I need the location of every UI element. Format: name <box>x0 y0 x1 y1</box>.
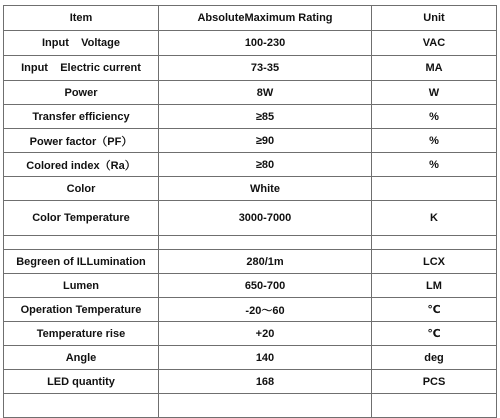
row-unit: W <box>372 81 497 105</box>
row-unit <box>372 236 497 250</box>
row-rating: 168 <box>159 370 372 394</box>
header-rating: AbsoluteMaximum Rating <box>159 6 372 31</box>
row-rating: -20～60 <box>159 298 372 322</box>
row-item: Temperature rise <box>4 322 159 346</box>
row-item: Angle <box>4 346 159 370</box>
row-item: Color Temperature <box>4 201 159 236</box>
table-row <box>4 177 497 201</box>
spec-sheet <box>3 5 496 418</box>
row-item: Operation Temperature <box>4 298 159 322</box>
row-unit <box>372 394 497 418</box>
row-unit: ℃ <box>372 322 497 346</box>
table-row-empty <box>4 394 497 418</box>
row-rating: 100-230 <box>159 31 372 56</box>
row-rating: +20 <box>159 322 372 346</box>
row-unit: ℃ <box>372 298 497 322</box>
row-item: Lumen <box>4 274 159 298</box>
row-rating: 8W <box>159 81 372 105</box>
row-rating: 3000-7000 <box>159 201 372 236</box>
table-row <box>4 31 497 56</box>
row-unit: LM <box>372 274 497 298</box>
row-rating: 73-35 <box>159 56 372 81</box>
row-rating: ≥85 <box>159 105 372 129</box>
table-header-row <box>4 6 497 31</box>
row-unit: deg <box>372 346 497 370</box>
row-unit: MA <box>372 56 497 81</box>
row-unit: K <box>372 201 497 236</box>
specification-table <box>3 5 497 418</box>
row-unit <box>372 177 497 201</box>
table-row <box>4 250 497 274</box>
table-row-empty <box>4 236 497 250</box>
table-row <box>4 105 497 129</box>
row-rating: 140 <box>159 346 372 370</box>
row-item: Input Electric current <box>4 56 159 81</box>
row-unit: LCX <box>372 250 497 274</box>
table-row <box>4 201 497 236</box>
row-item: Power factor（PF） <box>4 129 159 153</box>
row-item: LED quantity <box>4 370 159 394</box>
row-item: Colored index（Ra） <box>4 153 159 177</box>
row-rating: ≥80 <box>159 153 372 177</box>
row-rating: 650-700 <box>159 274 372 298</box>
row-unit: % <box>372 153 497 177</box>
table-row <box>4 81 497 105</box>
row-item: Color <box>4 177 159 201</box>
row-item <box>4 236 159 250</box>
row-rating: 280/1m <box>159 250 372 274</box>
row-item: Begreen of ILLumination <box>4 250 159 274</box>
table-row <box>4 298 497 322</box>
row-item: Power <box>4 81 159 105</box>
table-row <box>4 274 497 298</box>
row-rating <box>159 236 372 250</box>
header-item: Item <box>4 6 159 31</box>
row-unit: PCS <box>372 370 497 394</box>
row-rating <box>159 394 372 418</box>
row-unit: % <box>372 105 497 129</box>
row-unit: % <box>372 129 497 153</box>
table-row <box>4 56 497 81</box>
row-item: Transfer efficiency <box>4 105 159 129</box>
row-unit: VAC <box>372 31 497 56</box>
table-row <box>4 129 497 153</box>
table-row <box>4 370 497 394</box>
row-item <box>4 394 159 418</box>
table-row <box>4 346 497 370</box>
row-item: Input Voltage <box>4 31 159 56</box>
table-row <box>4 153 497 177</box>
row-rating: ≥90 <box>159 129 372 153</box>
row-rating: White <box>159 177 372 201</box>
header-unit: Unit <box>372 6 497 31</box>
table-row <box>4 322 497 346</box>
